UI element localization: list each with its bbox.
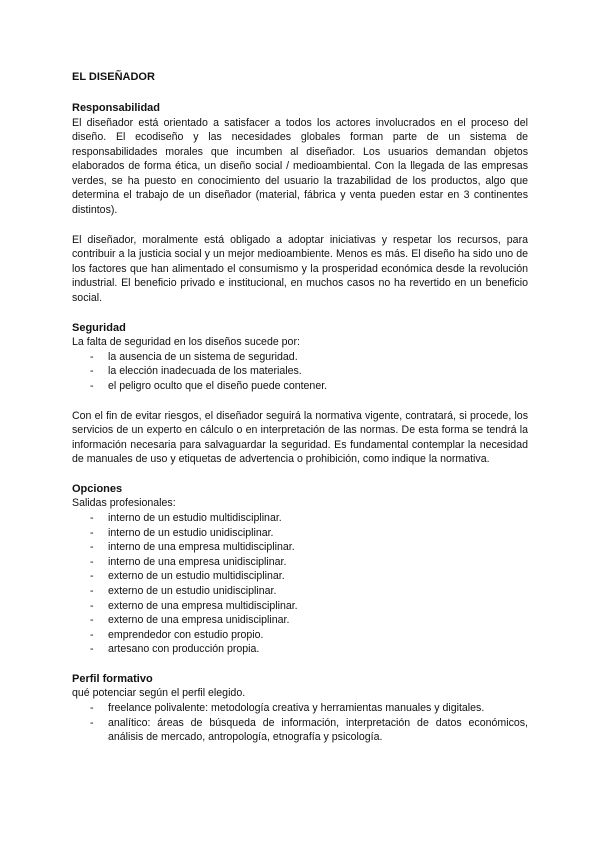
list-item: - analítico: áreas de búsqueda de información, interpretación de datos económicos, análisis de mercado, antropología, etnografía y psicología. [90,716,528,744]
list-item: - interno de una empresa multidisciplinar. [90,541,295,554]
section-heading-opciones: Opciones [72,482,123,495]
list-item: - interno de un estudio unidisciplinar. [90,526,274,539]
paragraph: El diseñador, moralmente está obligado a adoptar iniciativas y respetar los recursos, para contribuir a la justicia social y un mejor medioambiente. Menos es más. El diseño ha sido uno de los factores que han alimentado el consumismo y la prosperidad económica desde la revolución industrial. El beneficio privado e institucional, en muchos casos no ha revertido en un beneficio social. [72,233,528,305]
list-item: - artesano con producción propia. [90,643,260,656]
seguridad-list [72,350,528,394]
list-item: - externo de una empresa unidisciplinar. [90,614,290,627]
perfil-list [72,701,528,745]
list-intro: Salidas profesionales: [72,497,176,510]
list-intro: qué potenciar según el perfil elegido. [72,687,246,700]
list-item: - externo de un estudio unidisciplinar. [90,584,277,597]
list-item: - la ausencia de un sistema de seguridad. [90,350,298,363]
list-item: - el peligro oculto que el diseño puede contener. [90,379,328,392]
list-item: - freelance polivalente: metodología creativa y herramientas manuales y digitales. [90,702,485,714]
paragraph: El diseñador está orientado a satisfacer a todos los actores involucrados en el proceso del diseño. El ecodiseño y las necesidades globales forman parte de un sistema de responsabilidades morales que incumben al diseñador. Los usuarios demandan objetos elaborados de forma ética, un diseño social / medioambiental. Con la llegada de las empresas verdes, se ha puesto en conocimiento del usuario la trazabilidad de los productos, algo que determina el trabajo de un diseñador (material, fábrica y venta pueden estar en 3 continentes distintos). [72,116,528,217]
section-heading-responsabilidad: Responsabilidad [72,102,161,114]
list-item: - la elección inadecuada de los materiales. [90,365,302,378]
list-item: - emprendedor con estudio propio. [90,628,264,641]
list-item: - externo de un estudio multidisciplinar. [90,570,285,583]
list-intro: La falta de seguridad en los diseños sucede por: [72,336,300,349]
paragraph: Con el fin de evitar riesgos, el diseñador seguirá la normativa vigente, contratará, si procede, los servicios de un experto en cálculo o en interpretación de las normas. De esta forma se tendrá la información necesaria para salvaguardar la seguridad. Es fundamental contemplar la necesidad de manuales de uso y etiquetas de advertencia o prohibición, como indique la normativa. [72,409,528,466]
section-heading-perfil-formativo: Perfil formativo [72,672,153,685]
opciones-list [72,511,528,657]
list-item: - interno de una empresa unidisciplinar. [90,555,287,568]
list-item: - externo de una empresa multidisciplinar. [90,599,298,612]
document-page [72,70,528,745]
section-heading-seguridad: Seguridad [72,321,126,334]
list-item: - interno de un estudio multidisciplinar. [90,511,282,524]
document-title: EL DISEÑADOR [72,71,155,83]
